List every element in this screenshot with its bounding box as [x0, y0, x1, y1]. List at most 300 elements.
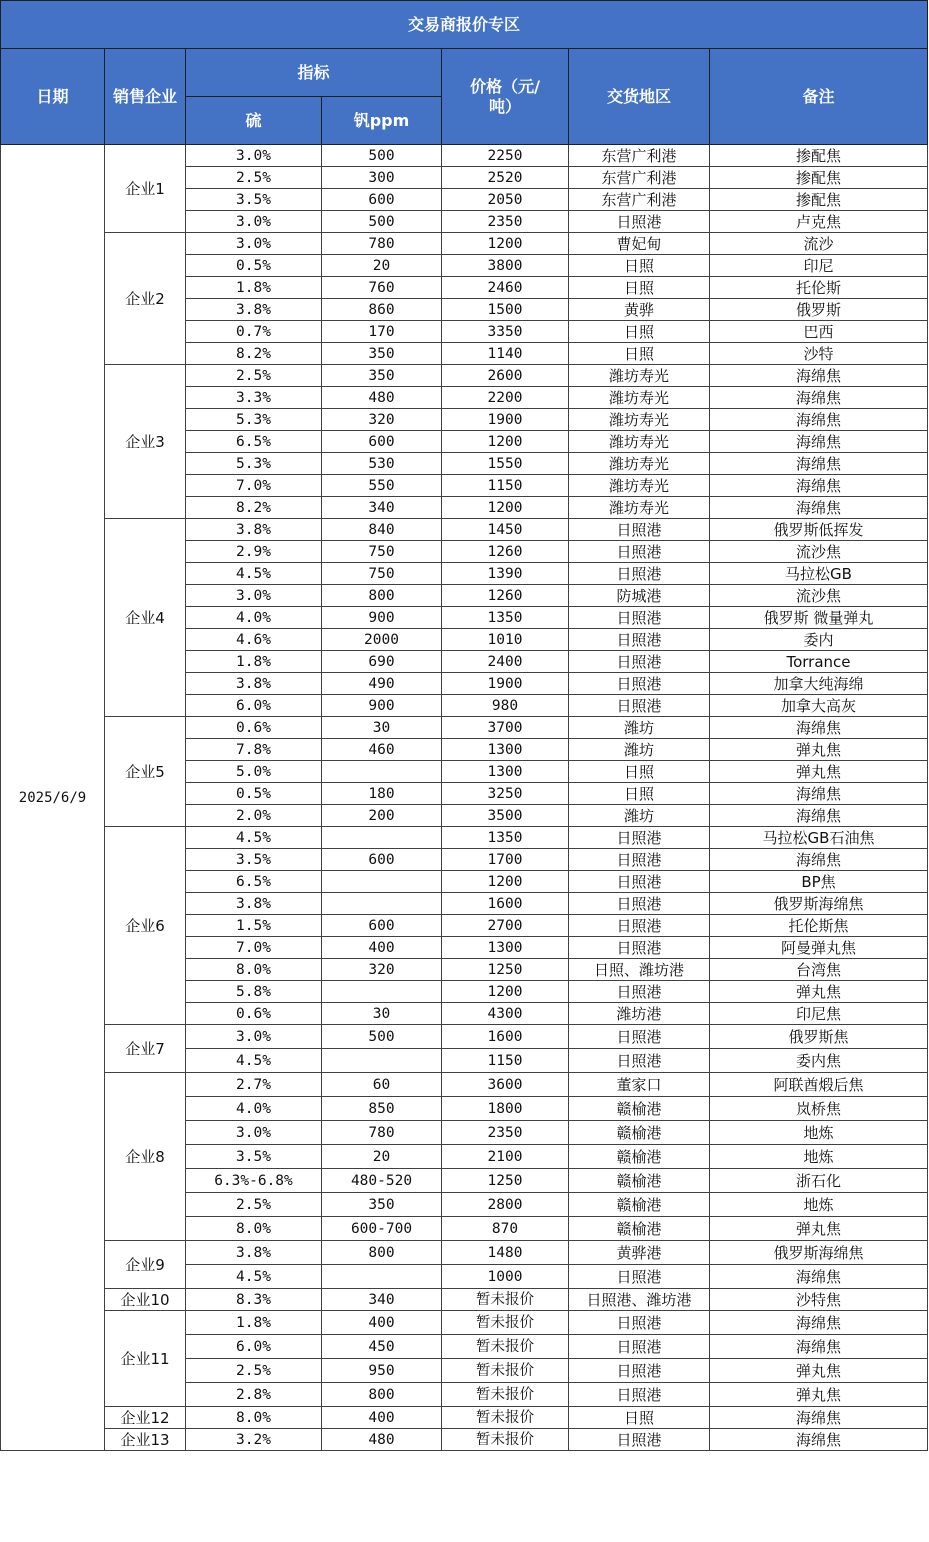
vanadium-cell: 490 — [322, 673, 442, 695]
vanadium-cell: 350 — [322, 343, 442, 365]
vanadium-cell: 600 — [322, 849, 442, 871]
company-cell: 企业3 — [105, 365, 186, 519]
region-cell: 潍坊寿光 — [569, 453, 710, 475]
table-row — [1, 717, 928, 739]
vanadium-cell: 20 — [322, 255, 442, 277]
note-cell: 岚桥焦 — [710, 1097, 928, 1121]
vanadium-cell — [322, 761, 442, 783]
region-cell: 日照 — [569, 255, 710, 277]
note-cell: 海绵焦 — [710, 475, 928, 497]
price-cell: 1250 — [442, 959, 569, 981]
price-cell: 1900 — [442, 409, 569, 431]
region-cell: 日照港 — [569, 1049, 710, 1073]
region-cell: 日照港 — [569, 871, 710, 893]
price-cell: 1000 — [442, 1265, 569, 1289]
region-cell: 日照港 — [569, 893, 710, 915]
price-cell: 1500 — [442, 299, 569, 321]
region-cell: 潍坊寿光 — [569, 409, 710, 431]
region-cell: 日照港 — [569, 673, 710, 695]
vanadium-cell — [322, 1049, 442, 1073]
region-cell: 日照港 — [569, 937, 710, 959]
note-cell: 弹丸焦 — [710, 761, 928, 783]
sulfur-cell: 3.8% — [186, 299, 322, 321]
price-cell: 暂未报价 — [442, 1407, 569, 1429]
sulfur-cell: 2.5% — [186, 1193, 322, 1217]
region-cell: 东营广利港 — [569, 167, 710, 189]
note-cell: 流沙焦 — [710, 585, 928, 607]
sulfur-cell: 2.9% — [186, 541, 322, 563]
note-cell: 弹丸焦 — [710, 1383, 928, 1407]
price-cell: 870 — [442, 1217, 569, 1241]
note-cell: 海绵焦 — [710, 717, 928, 739]
price-cell: 2400 — [442, 651, 569, 673]
sulfur-cell: 6.3%-6.8% — [186, 1169, 322, 1193]
vanadium-cell: 60 — [322, 1073, 442, 1097]
price-cell: 1350 — [442, 827, 569, 849]
table-row — [1, 1289, 928, 1311]
region-cell: 日照港 — [569, 827, 710, 849]
vanadium-cell — [322, 827, 442, 849]
region-cell: 日照港 — [569, 849, 710, 871]
note-cell: 地炼 — [710, 1145, 928, 1169]
price-cell: 1200 — [442, 981, 569, 1003]
sulfur-cell: 7.0% — [186, 937, 322, 959]
price-cell: 3500 — [442, 805, 569, 827]
company-cell: 企业5 — [105, 717, 186, 827]
table-row — [1, 1429, 928, 1451]
sulfur-cell: 3.8% — [186, 519, 322, 541]
note-cell: 海绵焦 — [710, 805, 928, 827]
sulfur-cell: 4.5% — [186, 563, 322, 585]
sulfur-cell: 3.0% — [186, 585, 322, 607]
price-cell: 2800 — [442, 1193, 569, 1217]
sulfur-cell: 3.8% — [186, 673, 322, 695]
price-cell: 暂未报价 — [442, 1429, 569, 1451]
table-title: 交易商报价专区 — [1, 1, 928, 49]
price-cell: 1010 — [442, 629, 569, 651]
header-sulfur: 硫 — [186, 97, 322, 145]
price-cell: 1260 — [442, 585, 569, 607]
price-cell: 1450 — [442, 519, 569, 541]
price-cell: 1350 — [442, 607, 569, 629]
note-cell: 流沙焦 — [710, 541, 928, 563]
company-cell: 企业9 — [105, 1241, 186, 1289]
region-cell: 潍坊寿光 — [569, 475, 710, 497]
region-cell: 赣榆港 — [569, 1193, 710, 1217]
sulfur-cell: 3.0% — [186, 145, 322, 167]
sulfur-cell: 8.0% — [186, 1217, 322, 1241]
vanadium-cell: 350 — [322, 365, 442, 387]
header-vanadium: 钒ppm — [322, 97, 442, 145]
region-cell: 日照港 — [569, 1383, 710, 1407]
vanadium-cell: 400 — [322, 1311, 442, 1335]
vanadium-cell: 320 — [322, 409, 442, 431]
region-cell: 董家口 — [569, 1073, 710, 1097]
sulfur-cell: 8.3% — [186, 1289, 322, 1311]
region-cell: 日照港 — [569, 1359, 710, 1383]
note-cell: 委内焦 — [710, 1049, 928, 1073]
region-cell: 日照港 — [569, 519, 710, 541]
price-cell: 3600 — [442, 1073, 569, 1097]
sulfur-cell: 5.3% — [186, 409, 322, 431]
price-cell: 1480 — [442, 1241, 569, 1265]
sulfur-cell: 3.5% — [186, 189, 322, 211]
sulfur-cell: 8.0% — [186, 959, 322, 981]
note-cell: 印尼焦 — [710, 1003, 928, 1025]
price-cell: 1390 — [442, 563, 569, 585]
price-cell: 1200 — [442, 497, 569, 519]
note-cell: 弹丸焦 — [710, 739, 928, 761]
note-cell: 浙石化 — [710, 1169, 928, 1193]
sulfur-cell: 3.0% — [186, 211, 322, 233]
region-cell: 潍坊寿光 — [569, 365, 710, 387]
note-cell: 海绵焦 — [710, 849, 928, 871]
note-cell: 弹丸焦 — [710, 981, 928, 1003]
price-cell: 1250 — [442, 1169, 569, 1193]
vanadium-cell: 460 — [322, 739, 442, 761]
price-cell: 2100 — [442, 1145, 569, 1169]
vanadium-cell: 800 — [322, 1241, 442, 1265]
sulfur-cell: 1.5% — [186, 915, 322, 937]
region-cell: 日照港 — [569, 563, 710, 585]
note-cell: 地炼 — [710, 1193, 928, 1217]
vanadium-cell: 500 — [322, 211, 442, 233]
note-cell: 掺配焦 — [710, 145, 928, 167]
company-cell: 企业8 — [105, 1073, 186, 1241]
note-cell: 委内 — [710, 629, 928, 651]
note-cell: 海绵焦 — [710, 431, 928, 453]
note-cell: 俄罗斯 — [710, 299, 928, 321]
sulfur-cell: 8.2% — [186, 343, 322, 365]
price-cell: 1260 — [442, 541, 569, 563]
vanadium-cell: 690 — [322, 651, 442, 673]
price-cell: 1800 — [442, 1097, 569, 1121]
date-cell: 2025/6/9 — [1, 145, 105, 1451]
sulfur-cell: 3.0% — [186, 1121, 322, 1145]
region-cell: 日照港 — [569, 695, 710, 717]
table-row — [1, 1073, 928, 1097]
vanadium-cell: 600 — [322, 431, 442, 453]
price-cell: 2600 — [442, 365, 569, 387]
note-cell: 台湾焦 — [710, 959, 928, 981]
company-cell: 企业13 — [105, 1429, 186, 1451]
price-cell: 2250 — [442, 145, 569, 167]
vanadium-cell: 320 — [322, 959, 442, 981]
vanadium-cell: 500 — [322, 1025, 442, 1049]
sulfur-cell: 1.8% — [186, 277, 322, 299]
note-cell: 海绵焦 — [710, 1265, 928, 1289]
region-cell: 日照 — [569, 321, 710, 343]
note-cell: 托伦斯焦 — [710, 915, 928, 937]
region-cell: 潍坊 — [569, 805, 710, 827]
vanadium-cell: 30 — [322, 717, 442, 739]
sulfur-cell: 2.5% — [186, 1359, 322, 1383]
sulfur-cell: 2.8% — [186, 1383, 322, 1407]
region-cell: 黄骅港 — [569, 1241, 710, 1265]
note-cell: 马拉松GB石油焦 — [710, 827, 928, 849]
price-cell: 3350 — [442, 321, 569, 343]
price-cell: 1550 — [442, 453, 569, 475]
sulfur-cell: 4.0% — [186, 607, 322, 629]
region-cell: 赣榆港 — [569, 1097, 710, 1121]
price-cell: 3800 — [442, 255, 569, 277]
vanadium-cell — [322, 1265, 442, 1289]
note-cell: 海绵焦 — [710, 1429, 928, 1451]
price-cell: 3250 — [442, 783, 569, 805]
price-cell: 2460 — [442, 277, 569, 299]
company-cell: 企业1 — [105, 145, 186, 233]
table-row — [1, 827, 928, 849]
vanadium-cell: 500 — [322, 145, 442, 167]
price-cell: 暂未报价 — [442, 1289, 569, 1311]
price-cell: 2350 — [442, 211, 569, 233]
note-cell: 马拉松GB — [710, 563, 928, 585]
sulfur-cell: 7.8% — [186, 739, 322, 761]
sulfur-cell: 0.5% — [186, 255, 322, 277]
company-cell: 企业12 — [105, 1407, 186, 1429]
note-cell: 地炼 — [710, 1121, 928, 1145]
region-cell: 日照港 — [569, 1265, 710, 1289]
price-cell: 1300 — [442, 937, 569, 959]
sulfur-cell: 0.6% — [186, 1003, 322, 1025]
table-body — [1, 145, 928, 1451]
region-cell: 日照港 — [569, 629, 710, 651]
price-cell: 3700 — [442, 717, 569, 739]
company-cell: 企业4 — [105, 519, 186, 717]
sulfur-cell: 6.5% — [186, 871, 322, 893]
sulfur-cell: 0.5% — [186, 783, 322, 805]
sulfur-cell: 1.8% — [186, 1311, 322, 1335]
price-cell: 1200 — [442, 233, 569, 255]
vanadium-cell: 750 — [322, 563, 442, 585]
vanadium-cell: 950 — [322, 1359, 442, 1383]
note-cell: 流沙 — [710, 233, 928, 255]
price-cell: 2350 — [442, 1121, 569, 1145]
region-cell: 日照港 — [569, 1429, 710, 1451]
note-cell: 海绵焦 — [710, 1311, 928, 1335]
note-cell: 沙特 — [710, 343, 928, 365]
region-cell: 防城港 — [569, 585, 710, 607]
note-cell: 俄罗斯海绵焦 — [710, 1241, 928, 1265]
region-cell: 黄骅 — [569, 299, 710, 321]
sulfur-cell: 3.2% — [186, 1429, 322, 1451]
note-cell: 加拿大高灰 — [710, 695, 928, 717]
note-cell: 海绵焦 — [710, 387, 928, 409]
note-cell: 海绵焦 — [710, 365, 928, 387]
vanadium-cell: 20 — [322, 1145, 442, 1169]
sulfur-cell: 3.8% — [186, 1241, 322, 1265]
region-cell: 日照港 — [569, 1335, 710, 1359]
note-cell: 沙特焦 — [710, 1289, 928, 1311]
region-cell: 日照港 — [569, 981, 710, 1003]
price-cell: 暂未报价 — [442, 1359, 569, 1383]
vanadium-cell: 480 — [322, 387, 442, 409]
note-cell: 掺配焦 — [710, 189, 928, 211]
vanadium-cell: 600 — [322, 189, 442, 211]
sulfur-cell: 3.0% — [186, 1025, 322, 1049]
region-cell: 潍坊寿光 — [569, 497, 710, 519]
vanadium-cell: 860 — [322, 299, 442, 321]
header-region: 交货地区 — [569, 49, 710, 145]
region-cell: 潍坊 — [569, 739, 710, 761]
region-cell: 日照港 — [569, 1311, 710, 1335]
price-cell: 1300 — [442, 739, 569, 761]
vanadium-cell: 480-520 — [322, 1169, 442, 1193]
sulfur-cell: 0.7% — [186, 321, 322, 343]
sulfur-cell: 4.6% — [186, 629, 322, 651]
note-cell: 加拿大纯海绵 — [710, 673, 928, 695]
vanadium-cell: 400 — [322, 1407, 442, 1429]
sulfur-cell: 6.0% — [186, 695, 322, 717]
region-cell: 赣榆港 — [569, 1217, 710, 1241]
table-row — [1, 365, 928, 387]
note-cell: 海绵焦 — [710, 409, 928, 431]
note-cell: 海绵焦 — [710, 1407, 928, 1429]
region-cell: 潍坊港 — [569, 1003, 710, 1025]
vanadium-cell: 780 — [322, 1121, 442, 1145]
note-cell: 阿曼弹丸焦 — [710, 937, 928, 959]
region-cell: 日照港、潍坊港 — [569, 1289, 710, 1311]
vanadium-cell: 800 — [322, 1383, 442, 1407]
note-cell: 阿联酋煅后焦 — [710, 1073, 928, 1097]
region-cell: 日照 — [569, 761, 710, 783]
vanadium-cell: 200 — [322, 805, 442, 827]
vanadium-cell: 170 — [322, 321, 442, 343]
sulfur-cell: 3.0% — [186, 233, 322, 255]
note-cell: 海绵焦 — [710, 1335, 928, 1359]
note-cell: Torrance — [710, 651, 928, 673]
company-cell: 企业2 — [105, 233, 186, 365]
vanadium-cell — [322, 893, 442, 915]
region-cell: 潍坊寿光 — [569, 387, 710, 409]
company-cell: 企业7 — [105, 1025, 186, 1073]
sulfur-cell: 2.0% — [186, 805, 322, 827]
note-cell: 印尼 — [710, 255, 928, 277]
vanadium-cell: 2000 — [322, 629, 442, 651]
header-price-label: 价格（元/吨） — [470, 76, 540, 116]
region-cell: 赣榆港 — [569, 1121, 710, 1145]
table-row — [1, 1025, 928, 1049]
vanadium-cell: 340 — [322, 497, 442, 519]
sulfur-cell: 2.7% — [186, 1073, 322, 1097]
vanadium-cell — [322, 871, 442, 893]
note-cell: 掺配焦 — [710, 167, 928, 189]
note-cell: 海绵焦 — [710, 783, 928, 805]
header-price — [442, 49, 569, 145]
price-cell: 1600 — [442, 893, 569, 915]
header-date: 日期 — [1, 49, 105, 145]
region-cell: 日照港 — [569, 211, 710, 233]
price-cell: 暂未报价 — [442, 1383, 569, 1407]
vanadium-cell: 600 — [322, 915, 442, 937]
region-cell: 日照 — [569, 277, 710, 299]
vanadium-cell: 900 — [322, 695, 442, 717]
price-cell: 980 — [442, 695, 569, 717]
vanadium-cell: 180 — [322, 783, 442, 805]
price-cell: 暂未报价 — [442, 1311, 569, 1335]
note-cell: BP焦 — [710, 871, 928, 893]
region-cell: 日照 — [569, 343, 710, 365]
region-cell: 东营广利港 — [569, 189, 710, 211]
vanadium-cell: 760 — [322, 277, 442, 299]
region-cell: 日照港 — [569, 651, 710, 673]
vanadium-cell: 900 — [322, 607, 442, 629]
table-row — [1, 1311, 928, 1335]
vanadium-cell: 850 — [322, 1097, 442, 1121]
vanadium-cell: 550 — [322, 475, 442, 497]
table-row — [1, 233, 928, 255]
sulfur-cell: 3.5% — [186, 1145, 322, 1169]
vanadium-cell — [322, 981, 442, 1003]
note-cell: 巴西 — [710, 321, 928, 343]
sulfur-cell: 3.8% — [186, 893, 322, 915]
price-cell: 1300 — [442, 761, 569, 783]
sulfur-cell: 4.5% — [186, 1049, 322, 1073]
vanadium-cell: 840 — [322, 519, 442, 541]
company-cell: 企业6 — [105, 827, 186, 1025]
note-cell: 俄罗斯低挥发 — [710, 519, 928, 541]
vanadium-cell: 30 — [322, 1003, 442, 1025]
region-cell: 潍坊 — [569, 717, 710, 739]
note-cell: 俄罗斯 微量弹丸 — [710, 607, 928, 629]
header-note: 备注 — [710, 49, 928, 145]
sulfur-cell: 3.3% — [186, 387, 322, 409]
table-row — [1, 1241, 928, 1265]
vanadium-cell: 480 — [322, 1429, 442, 1451]
region-cell: 日照港 — [569, 607, 710, 629]
company-cell: 企业10 — [105, 1289, 186, 1311]
table-row — [1, 519, 928, 541]
note-cell: 俄罗斯焦 — [710, 1025, 928, 1049]
region-cell: 日照 — [569, 1407, 710, 1429]
price-cell: 暂未报价 — [442, 1335, 569, 1359]
note-cell: 弹丸焦 — [710, 1359, 928, 1383]
price-cell: 2700 — [442, 915, 569, 937]
region-cell: 潍坊寿光 — [569, 431, 710, 453]
price-cell: 1200 — [442, 431, 569, 453]
vanadium-cell: 530 — [322, 453, 442, 475]
sulfur-cell: 6.5% — [186, 431, 322, 453]
vanadium-cell: 780 — [322, 233, 442, 255]
note-cell: 俄罗斯海绵焦 — [710, 893, 928, 915]
sulfur-cell: 6.0% — [186, 1335, 322, 1359]
sulfur-cell: 4.0% — [186, 1097, 322, 1121]
region-cell: 日照港 — [569, 915, 710, 937]
price-cell: 2050 — [442, 189, 569, 211]
note-cell: 弹丸焦 — [710, 1217, 928, 1241]
vanadium-cell: 750 — [322, 541, 442, 563]
sulfur-cell: 4.5% — [186, 1265, 322, 1289]
price-cell: 2200 — [442, 387, 569, 409]
sulfur-cell: 1.8% — [186, 651, 322, 673]
price-cell: 1600 — [442, 1025, 569, 1049]
region-cell: 东营广利港 — [569, 145, 710, 167]
region-cell: 日照港 — [569, 541, 710, 563]
vanadium-cell: 450 — [322, 1335, 442, 1359]
sulfur-cell: 5.8% — [186, 981, 322, 1003]
price-cell: 1150 — [442, 1049, 569, 1073]
price-cell: 1150 — [442, 475, 569, 497]
header-company-label: 销售企业 — [112, 86, 177, 106]
price-cell: 2520 — [442, 167, 569, 189]
sulfur-cell: 2.5% — [186, 365, 322, 387]
sulfur-cell: 3.5% — [186, 849, 322, 871]
sulfur-cell: 8.0% — [186, 1407, 322, 1429]
price-cell: 1200 — [442, 871, 569, 893]
table-row — [1, 1407, 928, 1429]
note-cell: 海绵焦 — [710, 453, 928, 475]
sulfur-cell: 8.2% — [186, 497, 322, 519]
